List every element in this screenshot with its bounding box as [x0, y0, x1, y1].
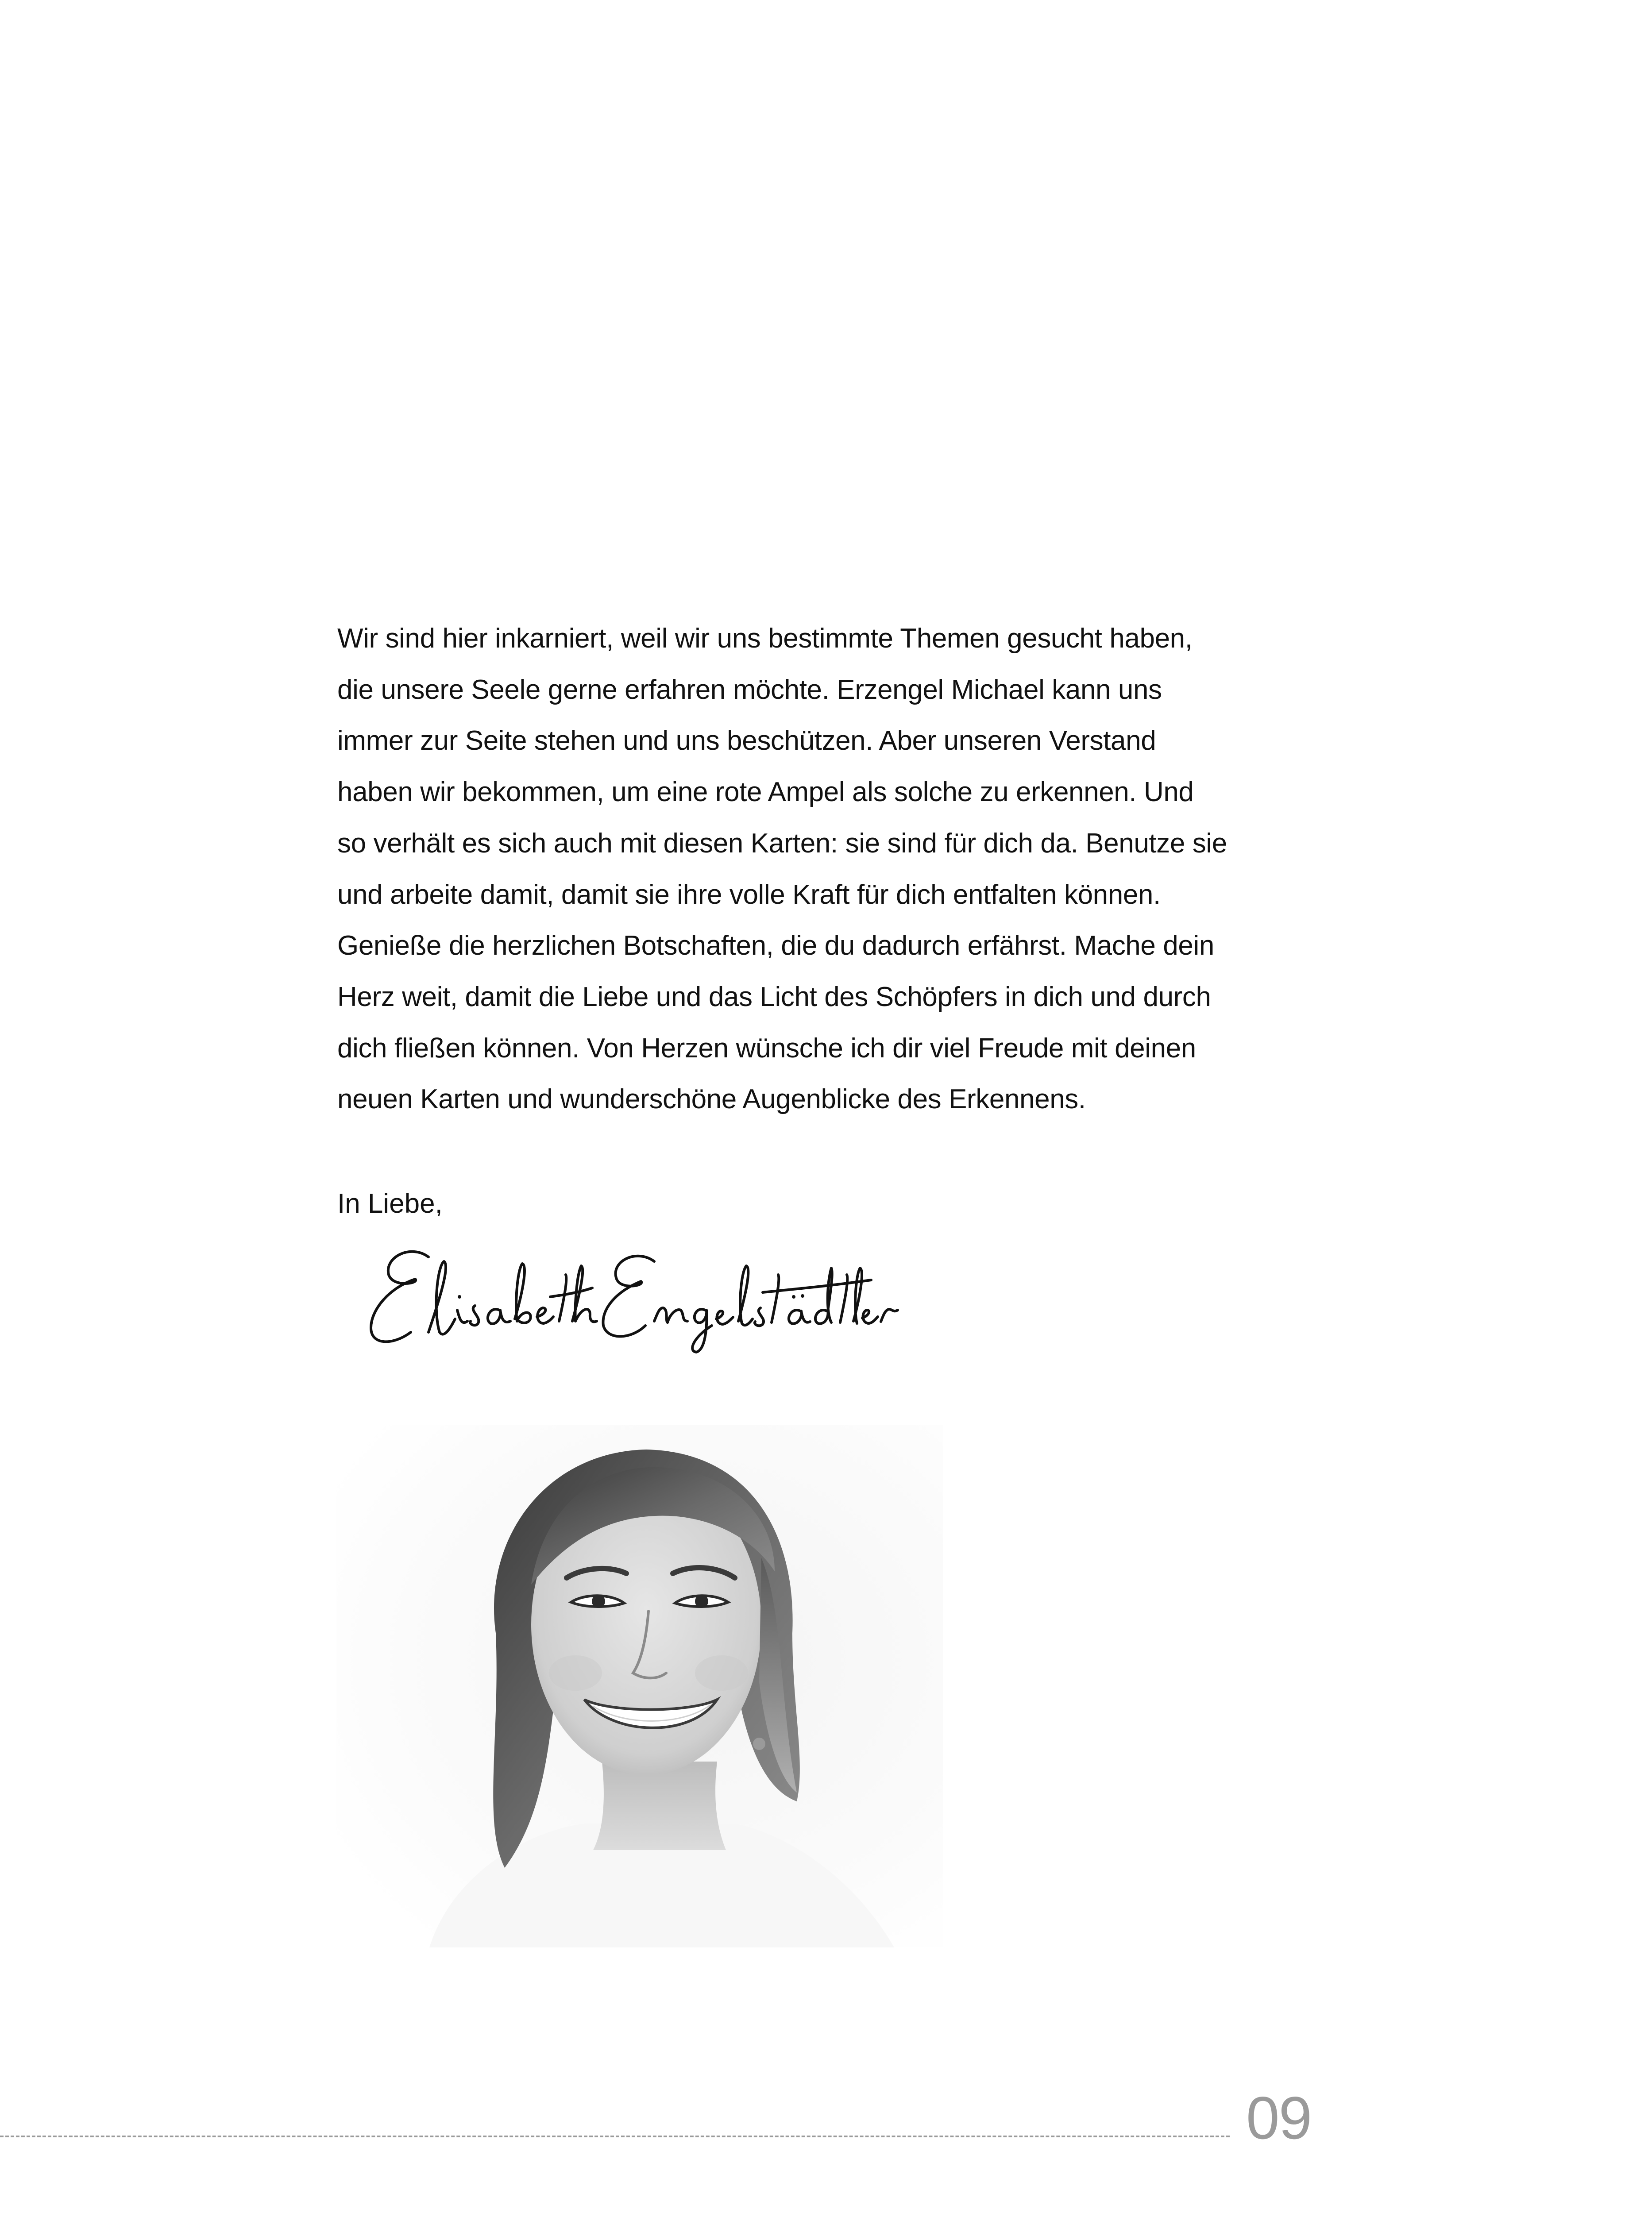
body-line: Herz weit, damit die Liebe und das Licht des Schöpfers in dich und durch [337, 981, 1211, 1012]
page-number: 09 [1246, 2084, 1312, 2151]
closing-salutation: In Liebe, [337, 1188, 443, 1219]
body-line: Genieße die herzlichen Botschaften, die du dadurch erfährst. Mache dein [337, 930, 1214, 961]
body-line: so verhält es sich auch mit diesen Karten: sie sind für dich da. Benutze sie [337, 828, 1227, 859]
body-line: immer zur Seite stehen und uns beschützen. Aber unseren Verstand [337, 725, 1156, 756]
body-line: Wir sind hier inkarniert, weil wir uns bestimmte Themen gesucht haben, [337, 623, 1193, 654]
body-line: haben wir bekommen, um eine rote Ampel als solche zu erkennen. Und [337, 777, 1194, 808]
handwritten-signature [362, 1230, 902, 1359]
body-line: dich fließen können. Von Herzen wünsche ich dir viel Freude mit deinen [337, 1033, 1196, 1064]
portrait-photo [336, 1425, 943, 1947]
body-line: neuen Karten und wunderschöne Augenblicke des Erkennens. [337, 1084, 1086, 1115]
body-line: die unsere Seele gerne erfahren möchte. Erzengel Michael kann uns [337, 674, 1162, 705]
page-footer [0, 2080, 1652, 2151]
body-line: und arbeite damit, damit sie ihre volle Kraft für dich entfalten können. [337, 879, 1161, 910]
body-paragraph [337, 613, 1333, 1125]
footer-dashed-rule [0, 2136, 1230, 2137]
